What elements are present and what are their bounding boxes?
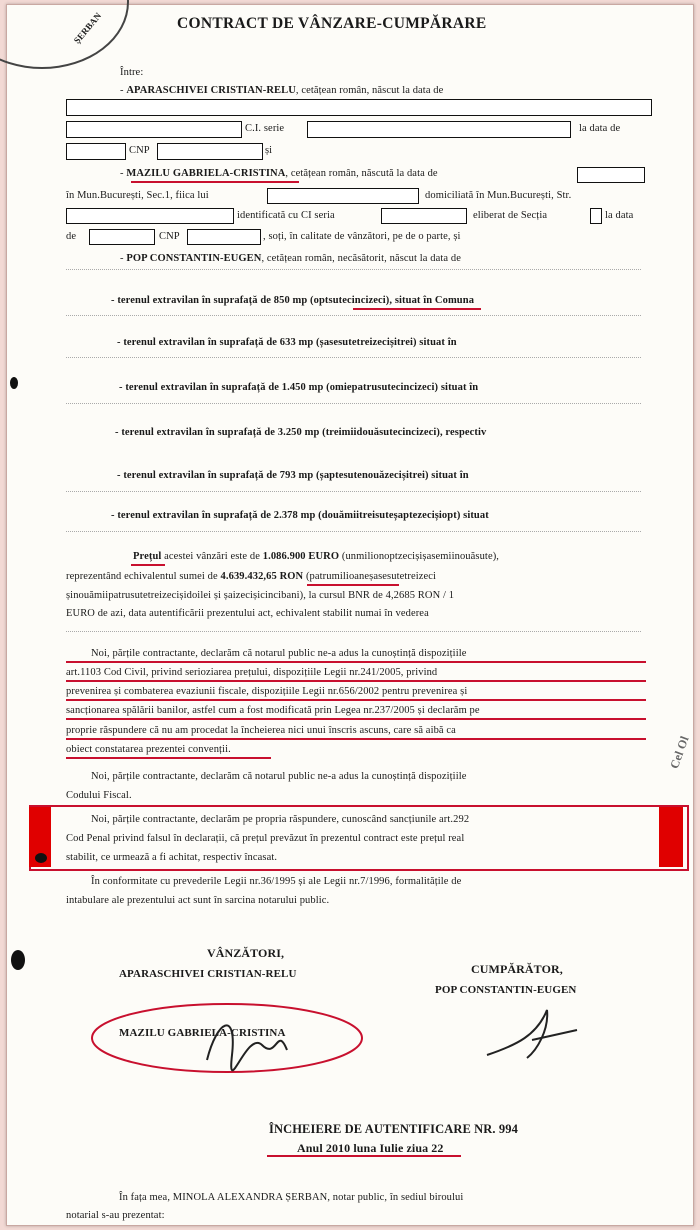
clause1-line: prevenirea și combaterea evaziunii fiscale, dispozițiile Legii nr.656/2002 pentru prevenirea și <box>66 686 468 697</box>
price-line-4: EURO de azi, data autentificării prezentului act, echivalent stabilit numai în vederea <box>66 608 429 619</box>
conclusion-date: Anul 2010 luna Iulie ziua 22 <box>297 1141 444 1155</box>
price-line-2: reprezentând echivalentul sumei de 4.639.432,65 RON (patrumilioaneșasesutetreizeci <box>66 571 437 582</box>
highlight-underline <box>66 757 271 759</box>
redacted-field <box>307 121 571 138</box>
redacted-field <box>577 167 645 183</box>
intro-text: Între: <box>120 67 144 78</box>
ink-blot <box>10 377 18 389</box>
clause3-line: Noi, părțile contractante, declarăm pe propria răspundere, cunoscând sancțiunile art.292 <box>91 814 470 825</box>
land-item: - terenul extravilan în suprafață de 3.250 mp (treimiidouăsutecincizeci), respectiv <box>115 427 487 438</box>
redacted-field <box>66 143 126 160</box>
party2-spouses: , soți, în calitate de vânzători, pe de o parte, și <box>263 231 461 242</box>
party2-date: la data <box>605 210 634 221</box>
faint-line <box>66 531 641 532</box>
seller2-name: MAZILU GABRIELA-CRISTINA <box>119 1027 286 1039</box>
party2-line: - MAZILU GABRIELA-CRISTINA, cetățean român, născută la data de <box>120 168 438 179</box>
faint-line <box>66 269 641 275</box>
land-item: - terenul extravilan în suprafață de 793 mp (șaptesutenouăzecișitrei) situat în <box>117 470 469 481</box>
highlight-underline <box>131 181 299 183</box>
red-marker-right <box>659 807 683 867</box>
faint-line <box>66 403 641 404</box>
highlight-underline <box>66 738 646 740</box>
highlight-underline <box>66 680 646 682</box>
redacted-field <box>187 229 261 245</box>
party2-name: MAZILU GABRIELA-CRISTINA <box>126 168 286 179</box>
highlight-underline <box>267 1155 461 1157</box>
document-sheet <box>6 4 694 1226</box>
conclusion-title: ÎNCHEIERE DE AUTENTIFICARE NR. 994 <box>269 1122 518 1136</box>
land-item: - terenul extravilan în suprafață de 633 mp (șasesutetreizecișitrei) situat în <box>117 337 457 348</box>
clause2-line: Codului Fiscal. <box>66 790 132 801</box>
clause4-line: intabulare ale prezentului act sunt în sarcina notarului public. <box>66 895 330 906</box>
seller-signature-area <box>87 1000 387 1090</box>
price-line-3: șinouămiipatrusutetreizecișidoilei și șaizecișicincibani), la cursul BNR de 4,2685 RON / 1 <box>66 590 455 601</box>
faint-line <box>66 631 641 632</box>
party1-name: APARASCHIVEI CRISTIAN-RELU <box>126 85 296 96</box>
and-label: și <box>265 145 273 156</box>
ink-blot <box>35 853 47 863</box>
date-label: la data de <box>579 123 621 134</box>
party1-line: - APARASCHIVEI CRISTIAN-RELU, cetățean român, născut la data de <box>120 85 444 96</box>
highlight-underline <box>131 564 165 566</box>
party2-identified: identificată cu CI seria <box>237 210 335 221</box>
redacted-field <box>267 188 419 204</box>
highlight-underline <box>66 661 646 663</box>
price-label: Prețul <box>133 551 162 562</box>
price-euro: 1.086.900 EURO <box>262 551 340 562</box>
land-item: - terenul extravilan în suprafață de 2.378 mp (douămiitreisuteșaptezecișiopt) situat <box>111 510 489 521</box>
party3-line: - POP CONSTANTIN-EUGEN, cetățean român, necăsătorit, născut la data de <box>120 253 462 264</box>
price-line-1: Prețul acestei vânzări este de 1.086.900 EURO (unmilionoptzecișișasemiinouăsute), <box>133 551 500 562</box>
clause4-line: În conformitate cu prevederile Legii nr.36/1995 și ale Legii nr.7/1996, formalitățile de <box>91 876 462 887</box>
clause1-line: art.1103 Cod Civil, privind serioziarea prețului, dispozițiile Legii nr.241/2005, privind <box>66 667 438 678</box>
buyer-heading: CUMPĂRĂTOR, <box>471 962 563 976</box>
ink-blot <box>11 950 25 970</box>
ci-serie-label: C.I. serie <box>245 123 285 134</box>
land-item: - terenul extravilan în suprafață de 1.450 mp (omiepatrusutecincizeci) situat în <box>119 382 479 393</box>
clause2-line: Noi, părțile contractante, declarăm că notarul public ne-a adus la cunoștință dispozițiile <box>91 771 467 782</box>
clause1-line: proprie răspundere că nu am procedat la încheierea nici unui înscris ascuns, care să aibă ca <box>66 725 456 736</box>
redacted-field <box>66 208 234 224</box>
redacted-field <box>157 143 263 160</box>
highlight-underline <box>66 699 646 701</box>
seller-signature <box>207 1025 287 1070</box>
party2-cnp: CNP <box>159 231 180 242</box>
conclusion-body: În fața mea, MINOLA ALEXANDRA ȘERBAN, notar public, în sediul biroului <box>119 1192 464 1203</box>
document-title: CONTRACT DE VÂNZARE-CUMPĂRARE <box>177 15 487 32</box>
seller1-name: APARASCHIVEI CRISTIAN-RELU <box>119 968 297 980</box>
side-stamp-text: Cel Ol <box>667 734 692 771</box>
faint-line <box>66 357 641 358</box>
redacted-field <box>590 208 602 224</box>
faint-line <box>66 491 641 492</box>
party3-name: POP CONSTANTIN-EUGEN <box>126 253 262 264</box>
conclusion-body: notarial s-au prezentat: <box>66 1210 165 1221</box>
highlight-ellipse <box>92 1004 362 1072</box>
faint-line <box>66 315 641 316</box>
sellers-heading: VÂNZĂTORI, <box>207 946 285 960</box>
redacted-field <box>66 121 242 138</box>
clause1-line: sancționarea spălării banilor, astfel cum a fost modificată prin Legea nr.237/2005 și declarăm pe <box>66 705 480 716</box>
clause1-line: obiect constatarea prezentei convenții. <box>66 744 231 755</box>
redacted-field <box>89 229 155 245</box>
highlight-underline <box>66 718 646 720</box>
clause3-line: Cod Penal privind falsul în declarații, că prețul prevăzut în prezentul contract este prețul real <box>66 833 465 844</box>
party2-father: în Mun.București, Sec.1, fiica lui <box>66 190 209 201</box>
redacted-field <box>66 99 652 116</box>
redacted-field <box>381 208 467 224</box>
highlight-underline <box>307 584 399 586</box>
clause3-line: stabilit, ce urmează a fi achitat, respectiv încasat. <box>66 852 278 863</box>
stamp-text: ȘERBAN <box>71 10 104 46</box>
party2-issued: eliberat de Secția <box>473 210 548 221</box>
cnp-label: CNP <box>129 145 150 156</box>
clause1-line: Noi, părțile contractante, declarăm că notarul public ne-a adus la cunoștință dispozițiile <box>91 648 467 659</box>
land-item: - terenul extravilan în suprafață de 850 mp (optsutecincizeci), situat în Comuna <box>111 295 475 306</box>
party2-de: de <box>66 231 77 242</box>
notary-stamp <box>0 0 129 69</box>
buyer-name: POP CONSTANTIN-EUGEN <box>435 984 577 996</box>
highlight-underline <box>353 308 481 310</box>
price-ron: 4.639.432,65 RON <box>220 571 304 582</box>
party2-domicile: domiciliată în Mun.București, Str. <box>425 190 572 201</box>
buyer-signature <box>477 1000 597 1070</box>
